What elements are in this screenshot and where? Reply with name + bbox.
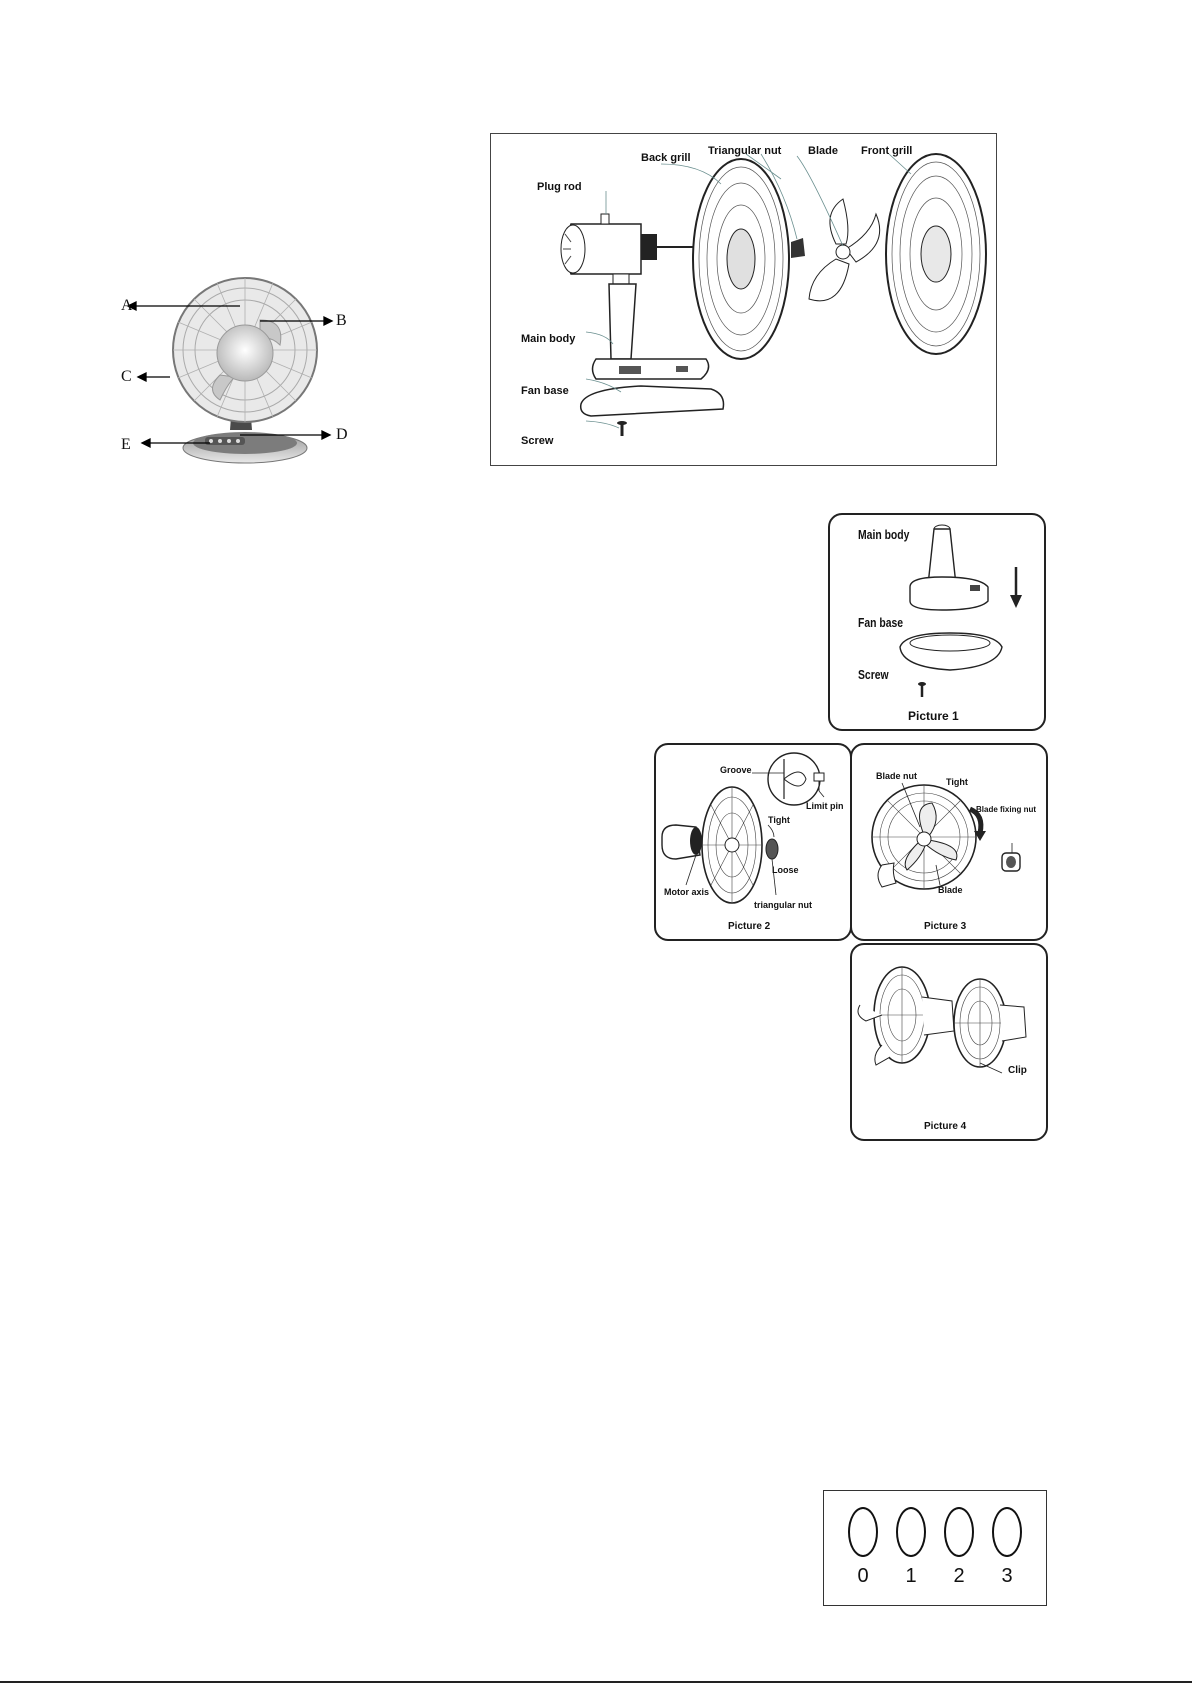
speed-label-0: 0 <box>857 1565 869 1587</box>
label-c: C <box>121 368 132 385</box>
picture-4-clip-label: Clip <box>1008 1065 1027 1076</box>
picture-1-main-body-label: Main body <box>858 527 910 542</box>
label-e: E <box>121 436 131 453</box>
picture-2-drawing <box>656 745 850 939</box>
exploded-fan-base-label: Fan base <box>521 385 569 397</box>
overview-label-arrows <box>110 295 350 455</box>
picture-2-caption: Picture 2 <box>728 921 771 932</box>
exploded-plug-rod-label: Plug rod <box>537 181 582 193</box>
picture-2-limit-pin-label: Limit pin <box>806 801 844 811</box>
picture-3-blade-label: Blade <box>938 885 963 895</box>
picture-4-caption: Picture 4 <box>924 1121 967 1132</box>
picture-1-screw-label: Screw <box>858 667 889 682</box>
label-d: D <box>336 426 348 443</box>
picture-1-panel <box>828 513 1046 731</box>
exploded-main-body-label: Main body <box>521 333 576 345</box>
speed-label-1: 1 <box>905 1565 917 1587</box>
picture-2-panel <box>654 743 852 941</box>
picture-1-caption: Picture 1 <box>908 709 959 723</box>
picture-3-blade-fixing-nut-label: Blade fixing nut <box>976 805 1036 814</box>
exploded-screw-label: Screw <box>521 435 554 447</box>
page-bottom-rule <box>0 1681 1192 1683</box>
picture-4-panel <box>850 943 1048 1141</box>
speed-label-2: 2 <box>953 1565 965 1587</box>
picture-3-blade-nut-label: Blade nut <box>876 771 918 781</box>
speed-button-1 <box>896 1507 926 1557</box>
picture-1-fan-base-label: Fan base <box>858 615 904 630</box>
picture-3-caption: Picture 3 <box>924 921 967 932</box>
picture-3-panel <box>850 743 1048 941</box>
picture-2-loose-label: Loose <box>772 865 799 875</box>
picture-2-motor-axis-label: Motor axis <box>664 887 710 897</box>
label-b: B <box>336 312 347 329</box>
exploded-front-grill-label: Front grill <box>861 145 913 157</box>
picture-2-tight-label: Tight <box>768 815 790 825</box>
label-a: A <box>121 297 133 314</box>
exploded-back-grill-label: Back grill <box>641 152 691 164</box>
speed-label-3: 3 <box>1001 1565 1013 1587</box>
picture-3-tight-label: Tight <box>946 777 968 787</box>
speed-switch-panel <box>823 1490 1047 1606</box>
speed-button-2 <box>944 1507 974 1557</box>
picture-4-drawing <box>852 945 1046 1139</box>
exploded-triangular-nut-label: Triangular nut <box>708 145 782 157</box>
picture-2-triangular-nut-label: triangular nut <box>754 900 812 910</box>
picture-2-groove-label: Groove <box>720 765 752 775</box>
speed-button-3 <box>992 1507 1022 1557</box>
exploded-blade-label: Blade <box>808 145 838 157</box>
speed-button-0 <box>848 1507 878 1557</box>
